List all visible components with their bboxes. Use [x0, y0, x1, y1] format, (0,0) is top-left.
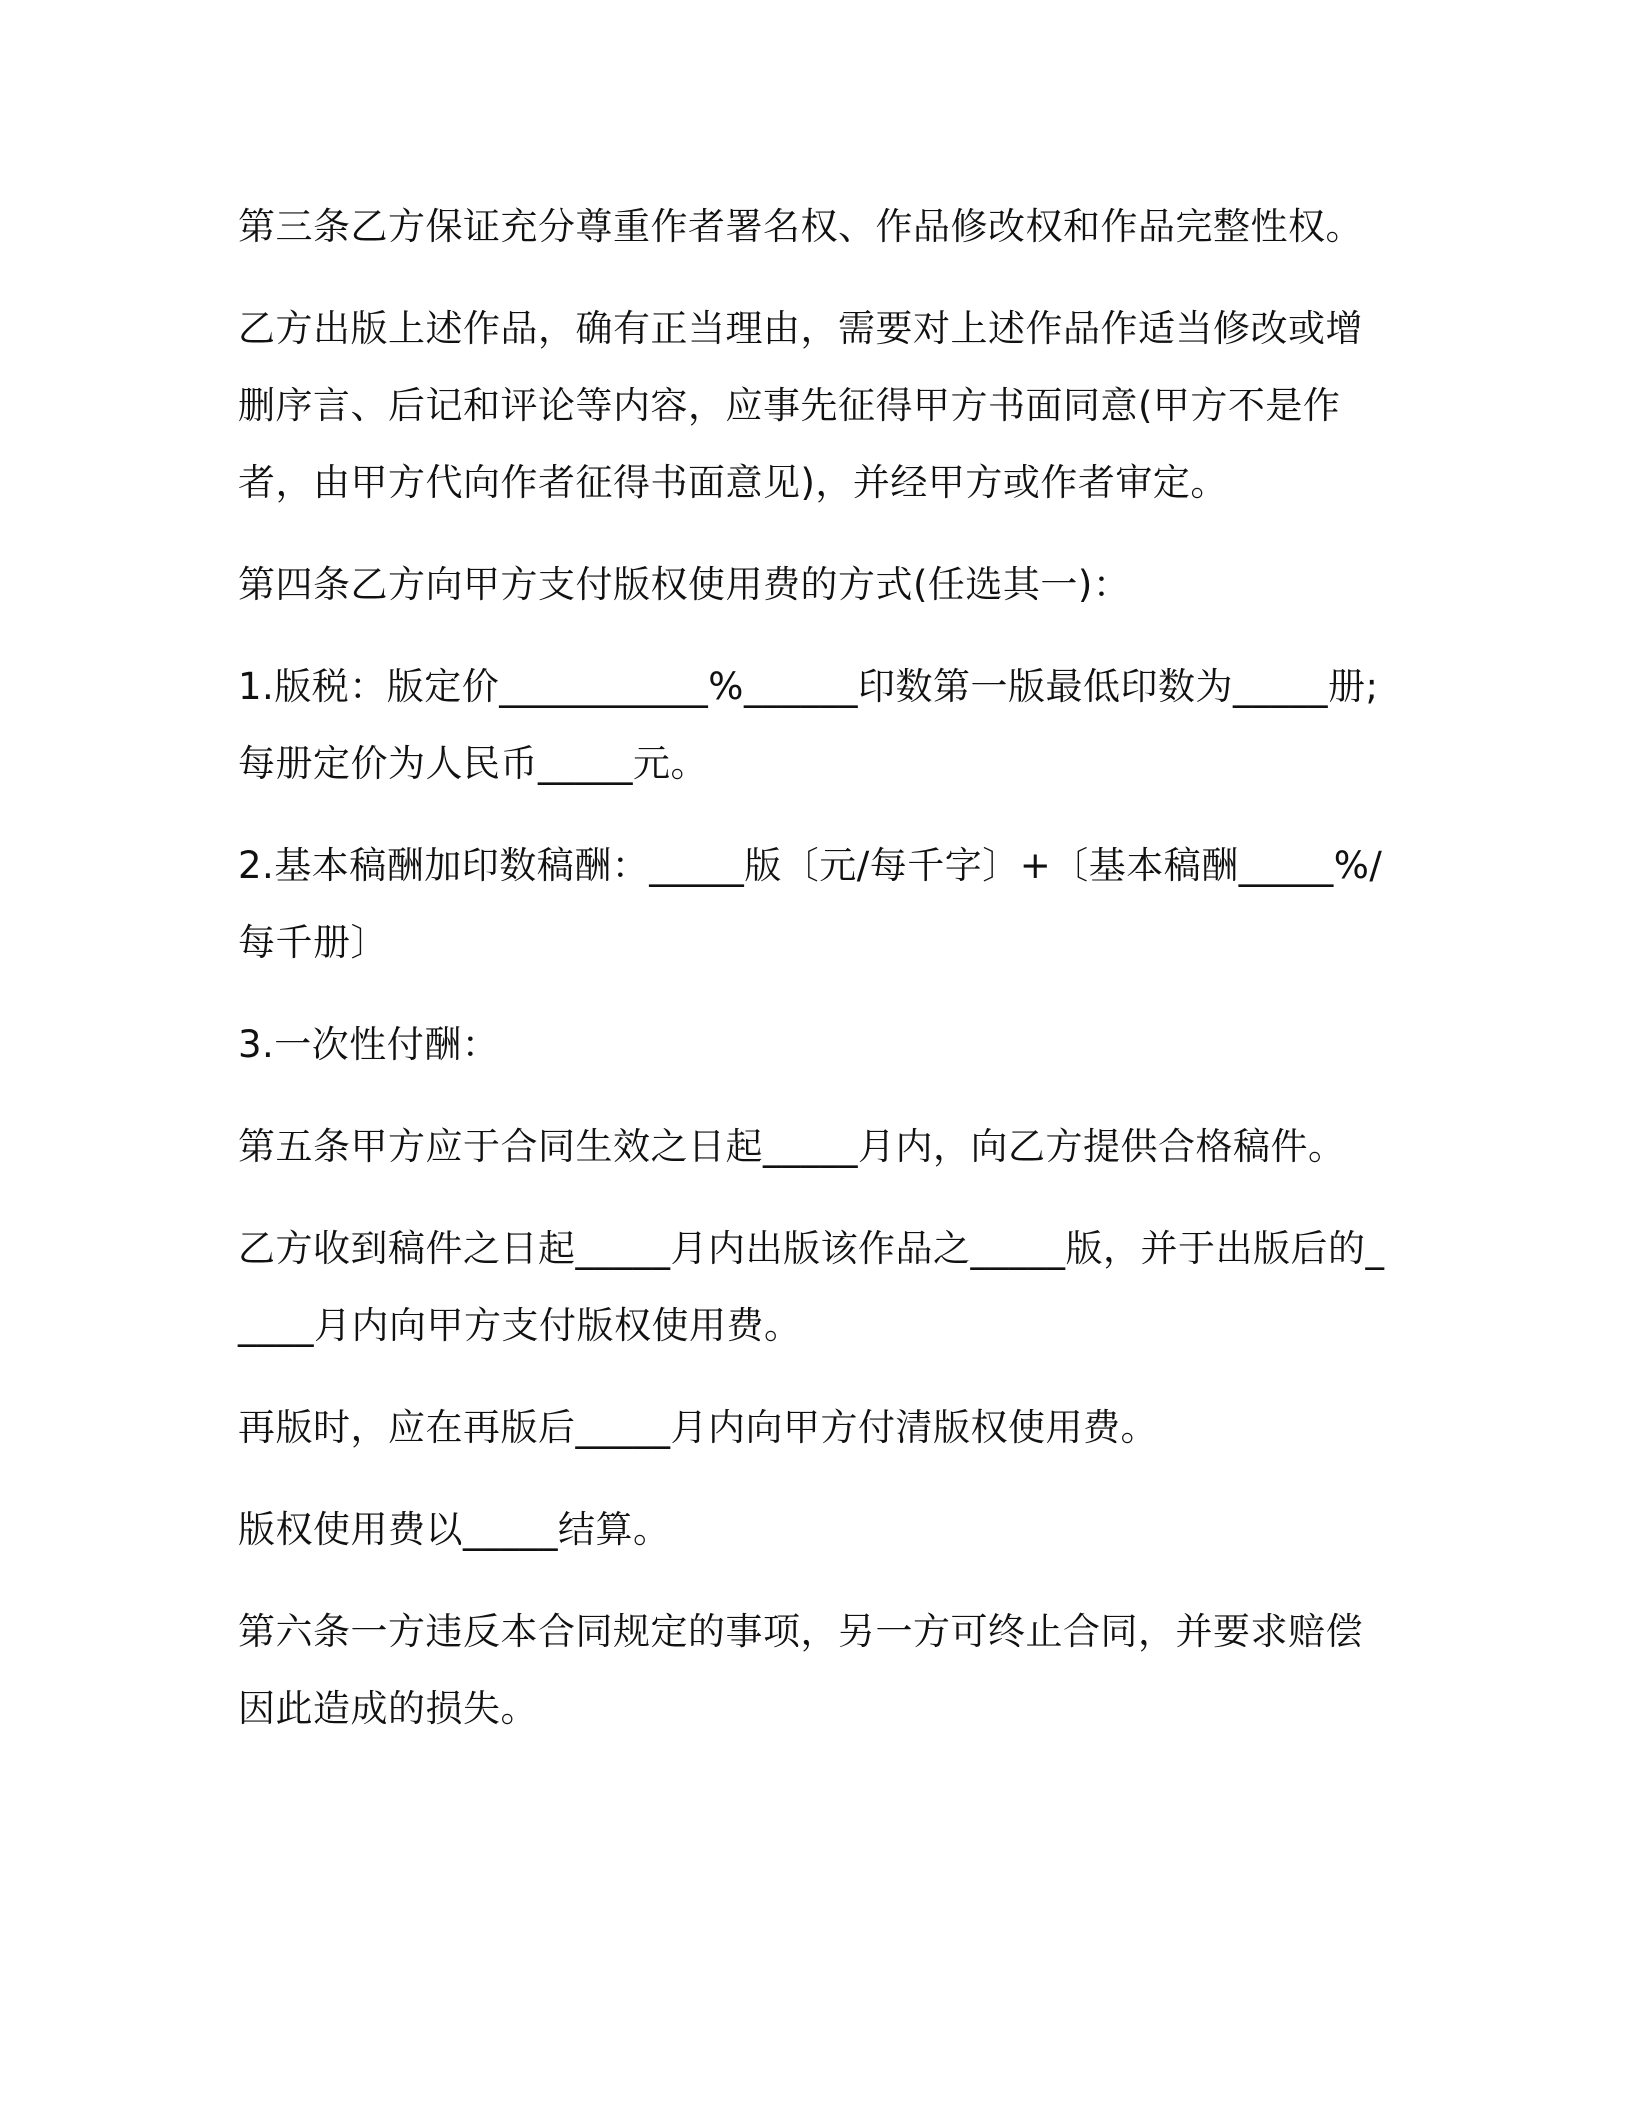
publication-timeline-paragraph: 乙方收到稿件之日起_____月内出版该作品之_____版，并于出版后的_____月内向甲方支付版权使用费。 — [238, 1227, 1385, 1347]
settlement-paragraph: 版权使用费以_____结算。 — [238, 1508, 671, 1551]
clause-3-paragraph: 第三条乙方保证充分尊重作者署名权、作品修改权和作品完整性权。 — [238, 205, 1363, 248]
clause-5-paragraph: 第五条甲方应于合同生效之日起_____月内，向乙方提供合格稿件。 — [238, 1125, 1346, 1168]
document-body — [238, 188, 1398, 1772]
clause-6-paragraph: 第六条一方违反本合同规定的事项，另一方可终止合同，并要求赔偿因此造成的损失。 — [238, 1610, 1363, 1730]
clause-4-paragraph: 第四条乙方向甲方支付版权使用费的方式(任选其一)： — [238, 563, 1131, 606]
clause-3-detail-paragraph: 乙方出版上述作品，确有正当理由，需要对上述作品作适当修改或增删序言、后记和评论等内容，应事先征得甲方书面同意(甲方不是作者，由甲方代向作者征得书面意见)，并经甲方或作者审定。 — [238, 307, 1363, 504]
payment-option-1-paragraph: 1.版税：版定价___________%______印数第一版最低印数为_____册;每册定价为人民币_____元。 — [238, 665, 1379, 785]
payment-option-3-paragraph: 3.一次性付酬： — [238, 1023, 500, 1066]
reprint-payment-paragraph: 再版时，应在再版后_____月内向甲方付清版权使用费。 — [238, 1406, 1158, 1449]
payment-option-2-paragraph: 2.基本稿酬加印数稿酬：_____版〔元/每千字〕+〔基本稿酬_____%/每千册〕 — [238, 844, 1383, 964]
